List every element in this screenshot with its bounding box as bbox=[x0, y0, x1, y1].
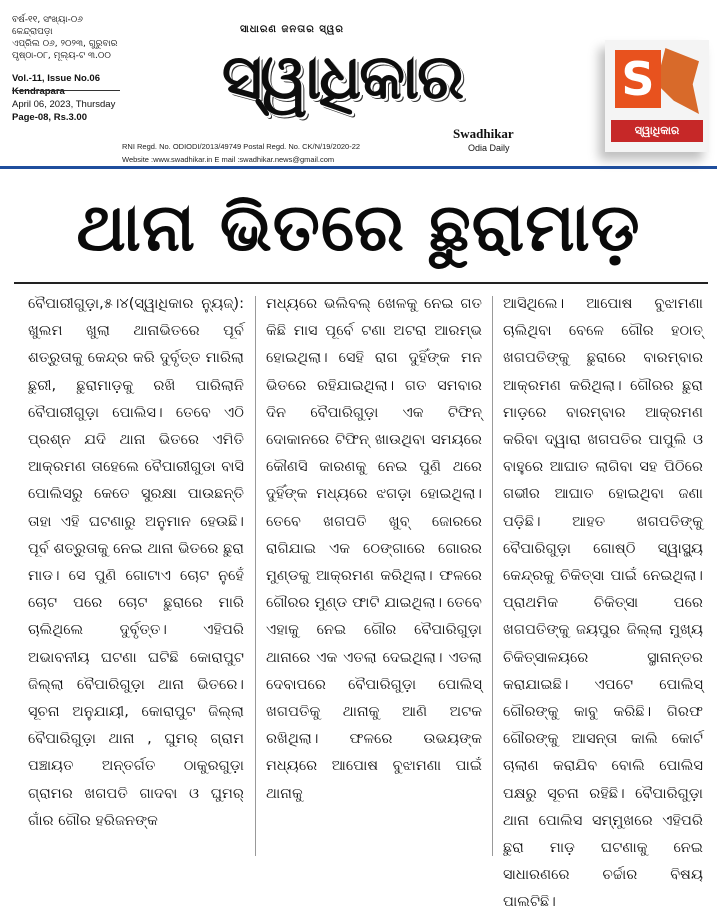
brand-badge bbox=[605, 40, 709, 152]
newspaper-logo: ସ୍ୱାଧିକାର bbox=[221, 40, 463, 113]
headline-divider bbox=[14, 282, 708, 284]
article-column-3 bbox=[503, 290, 703, 916]
odia-place: କେନ୍ଦ୍ରାପଡ଼ା bbox=[12, 27, 53, 37]
tagline: ସାଧାରଣ ଜନତାର ସ୍ୱର bbox=[240, 24, 344, 35]
masthead-divider bbox=[0, 166, 717, 169]
eng-place: Kendrapara bbox=[12, 86, 65, 97]
website-line: Website :www.swadhikar.in E mail :swadhikar.news@gmail.com bbox=[122, 155, 335, 164]
brand-s-letter: S bbox=[615, 50, 661, 108]
column-divider-1 bbox=[255, 296, 256, 856]
odia-page-price: ପୃଷ୍ଠା-୦୮, ମୂଲ୍ୟ-ଟ ୩.୦୦ bbox=[12, 51, 111, 61]
article-headline: ଥାନା ଭିତରେ ଛୁରାମାଡ଼ bbox=[76, 189, 641, 266]
column-1-text: ବୈପାରୀଗୁଡ଼ା,୫।୪(ସ୍ୱାଧିକାର ନ୍ୟୁଜ୍): ଖୁଲମ ଖୁଲା ଥାନାଭିତରେ ପୂର୍ବ ଶତ୍ରୁତାକୁ କେନ୍ଦ୍ର କରି ଦୁର୍ବୃତ୍ତ ମାରିଲା ଛୁରୀ, ଛୁରାମାଡ଼କୁ ରଖି ପାରିଲାନି ବୈପାରୀଗୁଡ଼ା ପୋଲିସ। ତେବେ ଏଠି ପ୍ରଶ୍ନ ଯଦି ଥାନା ଭିତରେ ଏମିତି ଆକ୍ରମଣ ତାହେଲେ ବୈପାରୀଗୁଡା ବାସି ପୋଲିସରୁ କେତେ ସୁରକ୍ଷା ପାଉଛନ୍ତି ତାହା ଏହି ଘଟଣାରୁ ଅନୁମାନ ହେଉଛି। ପୂର୍ବ ଶତ୍ରୁତାକୁ ନେଇ ଥାନା ଭିତରେ ଛୁରା ମାଡ। ସେ ପୁଣି ଗୋଟାଏ ଚୋଟ ନୁହେଁ ଚୋଟ ପରେ ଚୋଟ ଛୁରାରେ ମାରି ଚାଲିଥିଲେ ଦୁର୍ବୃତ୍ତ। ଏହିପରି ଅଭାବନୀୟ ଘଟଣା ଘଟିଛି କୋରାପୁଟ ଜିଲ୍ଲା ବୈପାରିଗୁଡ଼ା ଥାନା ଭିତରେ। ସୂଚନା ଅନୁଯାୟୀ, କୋରାପୁଟ ଜିଲ୍ଲା ବୈପାରିଗୁଡ଼ା ଥାନା , ଘୁମର୍ ଗ୍ରାମ ପଞ୍ଚାୟତ ଅନ୍ତର୍ଗତ ଠାକୁରଗୁଡ଼ା ଗ୍ରାମର ଖଗପତି ଗାଦବା ଓ ଘୁମର୍ ଗାଁର ଗୌର ହରିଜନଙ୍କ bbox=[28, 295, 244, 829]
masthead bbox=[0, 0, 717, 170]
column-3-text: ଆସିଥିଲେ। ଆପୋଷ ବୁଝାମଣା ଚାଲିଥିବା ବେଳେ ଗୌର ହଠାତ୍ ଖଗପତିଙ୍କୁ ଛୁରାରେ ବାରମ୍ବାର ଆକ୍ରମଣ କରିଥିଲା। ଗୌରର ଛୁରା ମାଡ଼ରେ ବାରମ୍ବାର ଆକ୍ରମଣ କରିବା ଦ୍ୱାରା ଖଗପତିର ପାପୁଲି ଓ ବାହୁରେ ଆଘାତ ଲାଗିବା ସହ ପିଠିରେ ଗଭୀର ଆଘାତ ହୋଇଥିବା ଜଣା ପଡ଼ିଛି। ଆହତ ଖଗପତିଙ୍କୁ ବୈପାରିଗୁଡ଼ା ଗୋଷ୍ଠି ସ୍ୱାସ୍ଥ୍ୟ କେନ୍ଦ୍ରକୁ ଚିକିତ୍ସା ପାଇଁ ନେଇଥିଲା। ପ୍ରାଥମିକ ଚିକିତ୍ସା ପରେ ଖଗପତିଙ୍କୁ ଜୟପୁର ଜିଲ୍ଲା ମୁଖ୍ୟ ଚିକିତ୍ସାଳୟରେ ସ୍ଥାନାନ୍ତର କରାଯାଇଛି। ଏପଟେ ପୋଲିସ୍ ଗୌରଙ୍କୁ କାବୁ କରିଛି। ଗିରଫ ଗୌରଙ୍କୁ ଆସନ୍ତା କାଲି କୋର୍ଟ ଚାଲାଣ କରାଯିବ ବୋଲି ପୋଲିସ ପକ୍ଷରୁ ସୂଚନା ରହିଛି। ବୈପାରିଗୁଡ଼ା ଥାନା ପୋଲିସ ସମ୍ମୁଖରେ ଏହିପରି ଛୁରା ମାଡ଼ ଘଟଣାକୁ ନେଇ ସାଧାରଣରେ ଚର୍ଚ୍ଚାର ବିଷୟ ପାଲଟିଛି। bbox=[503, 295, 703, 911]
logo-english: Swadhikar bbox=[453, 126, 514, 141]
odisha-map-icon bbox=[657, 48, 699, 114]
column-2-text: ମଧ୍ୟରେ ଭଲିବଲ୍ ଖେଳକୁ ନେଇ ଗତ କିଛି ମାସ ପୂର୍ବେ ଟଣା ଅଟରା ଆରମ୍ଭ ହୋଇଥିଲା। ସେହି ରାଗ ଦୁହିଁଙ୍କ ମନ ଭିତରେ ରହିଯାଇଥିଲା। ଗତ ସମବାର ଦିନ ବୈପାରିଗୁଡ଼ା ଏକ ଟିଫିନ୍ ଦୋକାନରେ ଟିଫିନ୍ ଖାଉଥିବା ସମୟରେ କୌଣସି କାରଣକୁ ନେଇ ପୁଣି ଥରେ ଦୁହିଁଙ୍କ ମଧ୍ୟରେ ଝଗଡ଼ା ହୋଇଥିଲା। ତେବେ ଖଗପତି ଖୁବ୍ ଜୋରରେ ରାଗିଯାଇ ଏକ ଠେଙ୍ଗାରେ ଗୋରର ମୁଣ୍ଡକୁ ଆକ୍ରମଣ କରିଥିଲା। ଫଳରେ ଗୌରର ମୁଣ୍ଡ ଫାଟି ଯାଇଥିଲା। ତେବେ ଏହାକୁ ନେଇ ଗୌର ବୈପାରିଗୁଡ଼ା ଥାନାରେ ଏକ ଏତଲା ଦେଇଥିଲା। ଏତଲା ଦେବାପରେ ବୈପାରିଗୁଡ଼ା ପୋଲିସ୍ ଖଗପତିକୁ ଥାନାକୁ ଆଣି ଅଟକ ରଖିଥିଲା। ଫଳରେ ଉଭୟଙ୍କ ମଧ୍ୟରେ ଆପୋଷ ବୁଝାମଣା ପାଇଁ ଥାନାକୁ bbox=[266, 295, 482, 802]
article-column-1 bbox=[28, 290, 244, 834]
odia-issue-line: ବର୍ଷ-୧୧, ସଂଖ୍ୟା-୦୬ bbox=[12, 15, 83, 25]
odia-date: ଏପ୍ରିଲ ୦୬, ୨୦୨୩, ଗୁରୁବାର bbox=[12, 39, 118, 49]
column-divider-2 bbox=[492, 296, 493, 856]
issue-info bbox=[12, 14, 182, 124]
eng-date: April 06, 2023, Thursday bbox=[12, 99, 116, 110]
article-column-2 bbox=[266, 290, 482, 807]
logo-subtitle: Odia Daily bbox=[468, 143, 510, 153]
registration-line: RNI Regd. No. ODIODI/2013/49749 Postal Regd. No. CK/N/19/2020-22 bbox=[122, 142, 361, 151]
brand-bar-label: ସ୍ୱାଧିକାର bbox=[611, 120, 703, 142]
eng-issue-line: Vol.-11, Issue No.06 bbox=[12, 73, 101, 84]
issue-divider bbox=[12, 90, 120, 91]
eng-page-price: Page-08, Rs.3.00 bbox=[12, 112, 87, 123]
